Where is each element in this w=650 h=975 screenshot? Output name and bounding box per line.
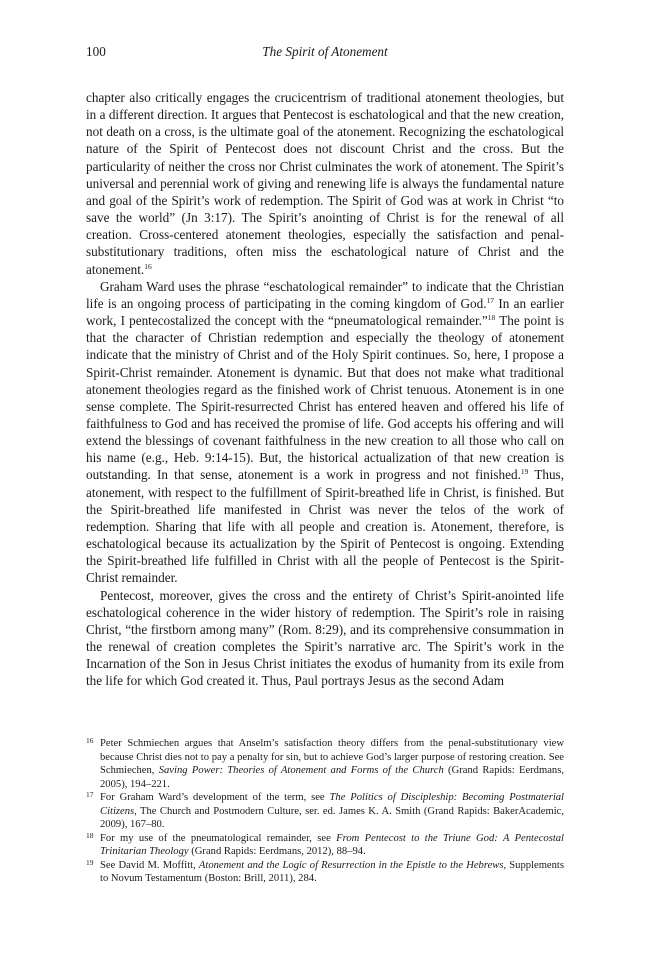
footnote-book-title: From Pentecost to the Triune God: A Pentecostal Trinitarian Theology <box>100 832 564 858</box>
paragraph-2-text-c: The point is that the character of Christian redemption and especially the theology of atonement indicate that the ministry of Christ and of the Holy Spirit continues. So, here, I propose a Spirit-Christ remainder. Atonement is dynamic. But that does not make what traditional atonement theologies regard as the finished work of Christ tenuous. Atonement is in one sense complete. The Spirit-resurrected Christ has entered heaven and offered his life of faithfulness to God and has received the promise of life. God accepts his offering and will extend the blessings of covenant faithfulness in the new creation to all those who call on his name (e.g., Heb. 9:14-15). But, the historical actualization of that new creation is outstanding. In that sense, atonement is a work in progress and not finished. <box>86 313 564 483</box>
paragraph-3: Pentecost, moreover, gives the cross and the entirety of Christ’s Spirit-anointed life eschatological coherence in the wider history of redemption. The Spirit’s role in raising Christ, “the firstborn among many” (Rom. 8:29), and its comprehensive consummation in the renewal of creation completes the Spirit’s narrative arc. The Spirit’s work in the Incarnation of the Son in Jesus Christ initiates the exodus of humanity from its exile from the life for which God created it. Thus, Paul portrays Jesus as the second Adam <box>86 587 564 689</box>
footnote-book-title: Atonement and the Logic of Resurrection in the Epistle to the Hebrews <box>198 859 504 871</box>
footnote-text: For my use of the pneumatological remainder, see <box>100 832 337 844</box>
footnote-text: , Supplements to Novum Testamentum (Boston: Brill, 2011), 284. <box>100 859 565 885</box>
footnote-number: 18 <box>86 830 94 840</box>
running-title: The Spirit of Atonement <box>262 44 388 59</box>
paragraph-2-text-b: In an earlier work, I pentecostalized the concept with the “pneumatological remainder.” <box>86 295 565 329</box>
footnote-text: See David M. Moffitt, <box>100 859 199 871</box>
running-header <box>86 44 564 64</box>
footnote-text: (Grand Rapids: Eerdmans, 2005), 194–221. <box>100 765 564 790</box>
footnote-18 <box>86 832 564 859</box>
footnote-ref-17[interactable]: 17 <box>486 295 495 305</box>
footnote-ref-19[interactable]: 19 <box>520 467 529 477</box>
footnote-book-title: The Politics of Discipleship: Becoming Postmaterial Citizens <box>100 792 564 817</box>
footnote-19 <box>86 859 564 886</box>
footnote-text: Peter Schmiechen argues that Anselm’s satisfaction theory differs from the penal-substitutionary view because Christ dies not to pay a penalty for sin, but to achieve God’s larger purpose of restoring creation. See Schmiechen, <box>100 738 564 777</box>
main-text <box>86 89 564 689</box>
footnote-text: , The Church and Postmodern Culture, ser. ed. James K. A. Smith (Grand Rapids: BakerAcademic, 2009), 167–80. <box>100 805 564 831</box>
paragraph-1 <box>86 89 564 278</box>
paragraph-2-text-a: Graham Ward uses the phrase “eschatological remainder” to indicate that the Christian life is an ongoing process of participating in the coming kingdom of God. <box>86 278 564 311</box>
footnotes <box>86 737 564 886</box>
footnote-17 <box>86 791 564 832</box>
footnote-16 <box>86 737 564 791</box>
footnote-number: 17 <box>86 790 94 800</box>
paragraph-1-text: chapter also critically engages the crucicentrism of traditional atonement theologies, but in a different direction. It argues that Pentecost is eschatological and that the new creation, not death on a cross, is the ultimate goal of the atonement. Recognizing the eschatological nature of the Spirit of Pentecost does not discount Christ and the cross. But the particularity of neither the cross nor Christ culminates the work of atonement. The Spirit’s universal and perennial work of giving and renewing life is always the fundamental nature and goal of the Spirit’s work of redemption. The Spirit of God was at work in Christ “to save the world” (Jn 3:17). The Spirit’s anointing of Christ is for the renewal of all creation. Cross-centered atonement theologies, especially the satisfaction and penal-substitutionary traditions, often miss the eschatological nature of Christ and the atonement. <box>86 90 564 277</box>
page-number: 100 <box>86 44 106 59</box>
footnote-ref-18[interactable]: 18 <box>487 313 496 323</box>
footnote-book-title: Saving Power: Theories of Atonement and Forms of the Church <box>158 765 444 777</box>
footnote-number: 16 <box>86 736 94 745</box>
footnote-text: For Graham Ward’s development of the term, see <box>100 792 330 804</box>
paragraph-2 <box>86 278 564 587</box>
footnote-ref-16[interactable]: 16 <box>144 261 152 271</box>
footnote-text: (Grand Rapids: Eerdmans, 2012), 88–94. <box>188 846 366 858</box>
paragraph-2-text-d: Thus, atonement, with respect to the fulfillment of Spirit-breathed life in Christ, is finished. But the Spirit-breathed life manifested in Christ was never the telos of the work of redemption. Sharing that life with all people and creation is. Atonement, therefore, is eschatological because its actualization by the Spirit of Pentecost is ongoing. Extending the Spirit-breathed life fulfilled in Christ with all the people of Pentecost is the Spirit-Christ remainder. <box>86 467 564 586</box>
footnote-number: 19 <box>86 857 94 867</box>
